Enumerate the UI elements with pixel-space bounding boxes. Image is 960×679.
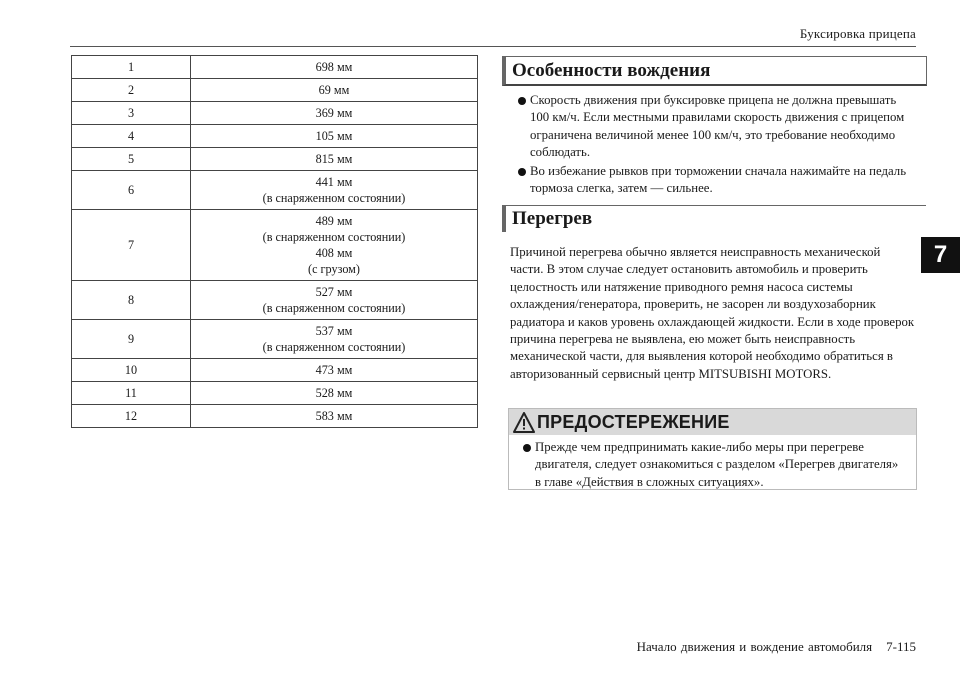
warning-label: ПРЕДОСТЕРЕЖЕНИЕ [537,411,730,432]
row-value: 698 мм [191,56,478,79]
list-item: Скорость движения при буксировке прицепа не должна превышать 100 км/ч. Если местными правилами скорость движения с прицепом ограничена величиной менее 100 км/ч, это требование необходимо соблюдать. [518,92,918,162]
list-item: Во избежание рывков при торможении сначала нажимайте на педаль тормоза слегка, затем — сильнее. [518,163,918,198]
chapter-tab: 7 [921,237,960,273]
row-value: 473 мм [191,359,478,382]
row-number: 6 [72,171,191,210]
section-title-driving-features: Особенности вождения [502,56,927,86]
page-number: 7-115 [886,639,916,654]
list-item: Прежде чем предпринимать какие-либо меры при перегреве двигателя, следует ознакомиться с разделом «Перегрев двигателя» в главе «Действия в сложных ситуациях». [523,439,903,491]
row-value: 69 мм [191,79,478,102]
row-number: 7 [72,210,191,281]
table-row [72,359,478,382]
dimensions-table [71,55,478,428]
row-value: 441 мм (в снаряженном состоянии) [191,171,478,210]
section-title-overheating: Перегрев [502,205,926,232]
row-value: 583 мм [191,405,478,428]
row-number: 4 [72,125,191,148]
table-row [72,281,478,320]
table-row [72,56,478,79]
row-number: 11 [72,382,191,405]
table-row [72,210,478,281]
row-value: 489 мм (в снаряженном состоянии) 408 мм (с грузом) [191,210,478,281]
running-header-title: Буксировка прицепа [799,26,916,41]
bullet-icon [518,97,526,105]
row-value: 369 мм [191,102,478,125]
bullet-icon [523,444,531,452]
warning-header [509,409,916,435]
row-number: 8 [72,281,191,320]
row-number: 1 [72,56,191,79]
table-row [72,320,478,359]
row-number: 3 [72,102,191,125]
page-footer [637,639,916,655]
header-divider [70,46,916,47]
driving-features-list [518,92,918,198]
row-value: 537 мм (в снаряженном состоянии) [191,320,478,359]
row-number: 12 [72,405,191,428]
row-value: 527 мм (в снаряженном состоянии) [191,281,478,320]
table-row [72,148,478,171]
table-row [72,171,478,210]
row-number: 2 [72,79,191,102]
table-row [72,125,478,148]
overheating-paragraph: Причиной перегрева обычно является неисправность механической части. В этом случае следует остановить автомобиль и проверить целостность или натяжение приводного ремня насоса системы охлаждения/генератора, проверить, не засорен ли воздухозаборник радиатора и каков уровень охлаждающей жидкости. Если в ходе проверок причина перегрева не выявлена, ею может быть неисправность механической части, для выявления которой необходимо обратиться в авторизованный сервисный центр MITSUBISHI MOTORS. [510,245,915,381]
warning-triangle-icon [513,412,535,433]
warning-box [508,408,917,490]
table-row [72,405,478,428]
footer-section-title: Начало движения и вождение автомобиля [636,639,873,654]
row-number: 10 [72,359,191,382]
row-value: 528 мм [191,382,478,405]
table-row [72,79,478,102]
table-row [72,382,478,405]
row-value: 105 мм [191,125,478,148]
row-number: 5 [72,148,191,171]
row-number: 9 [72,320,191,359]
bullet-icon [518,168,526,176]
table-row [72,102,478,125]
row-value: 815 мм [191,148,478,171]
warning-list [523,439,903,491]
